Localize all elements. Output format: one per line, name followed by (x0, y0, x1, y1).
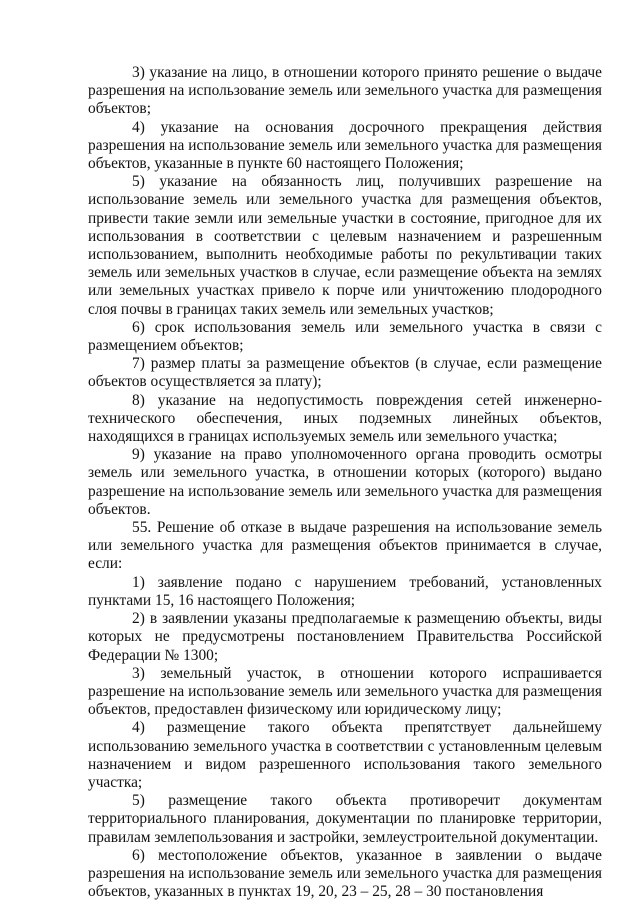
paragraph-item-3: 3) указание на лицо, в отношении которого принято решение о выдаче разрешения на использование земель или земельного участка для размещения объектов; (88, 64, 602, 118)
paragraph-item-4: 4) указание на основания досрочного прекращения действия разрешения на использование земель или земельного участка для размещения объектов, указанные в пункте 60 настоящего Положения; (88, 118, 602, 173)
paragraph-item-8: 8) указание на недопустимость повреждения сетей инженерно-технического обеспечения, иных подземных линейных объектов, находящихся в границах используемых земель или земельного участка; (88, 391, 602, 446)
paragraph-item-7: 7) размер платы за размещение объектов (в случае, если размещение объектов осуществляется за плату); (88, 355, 602, 391)
paragraph-reason-5: 5) размещение такого объекта противоречит документам территориального планирования, документации по планировке территории, правилам землепользования и застройки, землеустроительной документации. (88, 792, 602, 846)
paragraph-reason-3: 3) земельный участок, в отношении которого испрашивается разрешение на использование земель или земельного участка для размещения объектов, предоставлен физическому или юридическому лицу; (88, 664, 602, 719)
paragraph-item-5: 5) указание на обязанность лиц, получивших разрешение на использование земель или земельного участка для размещения объектов, привести такие земли или земельные участки в состояние, пригодное для их использования в соответствии с целевым назначением и разрешенным использованием, выполнить необходимые работы по рекультивации таких земель или земельных участков в случае, если размещение объекта на землях или земельных участках привело к порче или уничтожению плодородного слоя почвы в границах таких земель или земельных участков; (88, 173, 602, 318)
document-page (88, 64, 602, 901)
paragraph-item-6: 6) срок использования земель или земельного участка в связи с размещением объектов; (88, 318, 602, 355)
paragraph-reason-4: 4) размещение такого объекта препятствует дальнейшему использованию земельного участка в соответствии с установленным целевым назначением и видом разрешенного использования такого земельного участка; (88, 719, 602, 791)
paragraph-reason-1: 1) заявление подано с нарушением требований, установленных пунктами 15, 16 настоящего Положения; (88, 573, 602, 609)
paragraph-section-55: 55. Решение об отказе в выдаче разрешения на использование земель или земельного участка для размещения объектов принимается в случае, если: (88, 519, 602, 573)
paragraph-reason-2: 2) в заявлении указаны предполагаемые к размещению объекты, виды которых не предусмотрены постановлением Правительства Российской Федерации № 1300; (88, 610, 602, 664)
paragraph-reason-6: 6) местоположение объектов, указанное в заявлении о выдаче разрешения на использование земель или земельного участка для размещения объектов, указанных в пунктах 19, 20, 23 – 25, 28 – 30 постановления (88, 846, 602, 901)
paragraph-item-9: 9) указание на право уполномоченного органа проводить осмотры земель или земельного участка, в отношении которых (которого) выдано разрешение на использование земель или земельного участка для размещения объектов. (88, 446, 602, 518)
